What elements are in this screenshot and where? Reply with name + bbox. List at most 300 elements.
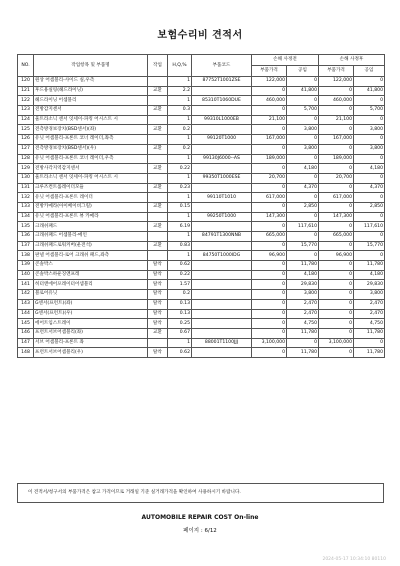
table-row: [18, 144, 385, 154]
cell-item-name: 크래쉬패드 어셈블리-메인: [34, 232, 148, 242]
cell-part-code: [192, 299, 252, 309]
cell-labor-before: 11,780: [287, 328, 319, 338]
table-row: [18, 299, 385, 309]
table-row: [18, 328, 385, 338]
table-row: [18, 86, 385, 96]
cell-hq: 0.62: [168, 261, 192, 271]
cell-part-code: [192, 106, 252, 116]
footer-title: AUTOMOBILE REPAIR COST On-line: [141, 514, 259, 521]
cell-hq: 0.2: [168, 290, 192, 300]
cell-labor-before: 3,800: [287, 290, 319, 300]
cell-labor-before: 0: [287, 251, 319, 261]
table-row: [18, 348, 385, 358]
cell-labor-after: 11,780: [354, 328, 385, 338]
cell-no: 136: [18, 232, 34, 242]
cell-labor-before: 0: [287, 96, 319, 106]
cell-work: [148, 173, 168, 183]
cell-labor-after: 3,800: [354, 290, 385, 300]
cell-labor-before: 3,800: [287, 125, 319, 135]
cell-part-code: [192, 319, 252, 329]
cell-work: [148, 338, 168, 348]
cell-labor-before: 117,610: [287, 222, 319, 232]
cell-parts-price-after: 20,700: [319, 173, 354, 183]
cell-labor-after: 0: [354, 173, 385, 183]
cell-labor-before: 4,180: [287, 270, 319, 280]
cell-hq: 1: [168, 212, 192, 222]
header-labor-before: 공임: [287, 66, 319, 77]
table-row: [18, 261, 385, 271]
cell-parts-price-after: 0: [319, 270, 354, 280]
cell-labor-before: 15,770: [287, 241, 319, 251]
cell-no: 135: [18, 222, 34, 232]
table-row: [18, 232, 385, 242]
table-row: [18, 290, 385, 300]
cell-work: [148, 232, 168, 242]
cell-part-code: 87752T1001ZSE: [192, 77, 252, 87]
cell-part-code: [192, 86, 252, 96]
cell-labor-before: 4,750: [287, 319, 319, 329]
cell-no: 120: [18, 77, 34, 87]
cell-parts-price-after: 0: [319, 319, 354, 329]
cell-hq: 1.57: [168, 280, 192, 290]
cell-hq: 1: [168, 96, 192, 106]
cell-parts-price-before: 189,000: [252, 154, 287, 164]
cell-parts-price-after: 167,000: [319, 135, 354, 145]
cell-parts-price-after: 0: [319, 309, 354, 319]
cell-parts-price-after: 0: [319, 202, 354, 212]
table-row: [18, 319, 385, 329]
header-after-adjust: 손해 사정후: [319, 55, 385, 66]
cell-parts-price-before: 0: [252, 299, 287, 309]
table-row: [18, 96, 385, 106]
header-labor-after: 공임: [354, 66, 385, 77]
cell-work: [148, 115, 168, 125]
cell-item-name: 프런트서브어셈블리(좌): [34, 328, 148, 338]
cell-item-name: 전방사각지역감지센서: [34, 164, 148, 174]
document-title: 보험수리비 견적서: [157, 30, 243, 41]
cell-parts-price-after: 21,100: [319, 115, 354, 125]
table-row: [18, 241, 385, 251]
table-row: [18, 183, 385, 193]
table-row: [18, 77, 385, 87]
cell-parts-price-after: 189,000: [319, 154, 354, 164]
cell-part-code: [192, 241, 252, 251]
cell-hq: 2.2: [168, 86, 192, 96]
cell-labor-after: 3,800: [354, 144, 385, 154]
cell-item-name: 크래쉬패드: [34, 222, 148, 232]
header-parts-price-after: 부품가격: [319, 66, 354, 77]
cell-item-name: 유닛 어셈블리-프론트 코너 레이더,우측: [34, 154, 148, 164]
cell-parts-price-before: 460,000: [252, 96, 287, 106]
cell-hq: 1: [168, 154, 192, 164]
cell-work: [148, 77, 168, 87]
cell-part-code: 88001T1100JJJ: [192, 338, 252, 348]
cell-no: 143: [18, 299, 34, 309]
cell-parts-price-before: 0: [252, 309, 287, 319]
cell-parts-price-before: 0: [252, 319, 287, 329]
table-row: [18, 135, 385, 145]
cell-work: [148, 193, 168, 203]
table-row: [18, 309, 385, 319]
cell-no: 146: [18, 328, 34, 338]
cell-hq: 1: [168, 338, 192, 348]
cell-item-name: 전방카메라(아이베이비그릴): [34, 202, 148, 212]
cell-hq: 0.67: [168, 328, 192, 338]
cell-hq: 1: [168, 135, 192, 145]
cell-no: 144: [18, 309, 34, 319]
cell-parts-price-before: 0: [252, 241, 287, 251]
cell-item-name: 울트라소닉 센서 잇세이-파킹 어시스트 시: [34, 173, 148, 183]
cell-hq: 0.25: [168, 319, 192, 329]
cell-hq: 1: [168, 251, 192, 261]
header-work: 작업: [148, 55, 168, 77]
cell-item-name: 전측방경보장치(BSD센서)(우): [34, 144, 148, 154]
cell-hq: 1: [168, 232, 192, 242]
cell-item-name: 전방감지센서: [34, 106, 148, 116]
cell-work: [148, 96, 168, 106]
cell-no: 128: [18, 154, 34, 164]
cell-parts-price-before: 0: [252, 290, 287, 300]
table-row: [18, 173, 385, 183]
cell-parts-price-after: 0: [319, 144, 354, 154]
cell-parts-price-before: 0: [252, 86, 287, 96]
cell-parts-price-after: 0: [319, 280, 354, 290]
cell-part-code: 84791T1300NNB: [192, 232, 252, 242]
cell-labor-before: 0: [287, 173, 319, 183]
cell-item-name: G센서(프런트)(좌): [34, 299, 148, 309]
price-notice: 이 견적서/청구서의 부품가격은 참고 가격이므로 거래일 기준 실거래가격을 확인하여 사용하시기 바랍니다.: [17, 483, 384, 503]
cell-part-code: 84750T1000IDG: [192, 251, 252, 261]
cell-parts-price-after: 0: [319, 164, 354, 174]
cell-hq: 1: [168, 77, 192, 87]
cell-labor-after: 29,830: [354, 280, 385, 290]
table-row: [18, 125, 385, 135]
cell-no: 140: [18, 270, 34, 280]
estimate-rows: [18, 77, 385, 358]
cell-parts-price-before: 0: [252, 164, 287, 174]
table-row: [18, 212, 385, 222]
cell-work: 탈착: [148, 290, 168, 300]
header-before-adjust: 손해 사정전: [252, 55, 319, 66]
cell-item-name: 유닛 어셈블리-프론트 코너 레이더,좌측: [34, 135, 148, 145]
cell-no: 122: [18, 96, 34, 106]
cell-parts-price-after: 0: [319, 299, 354, 309]
cell-parts-price-after: 0: [319, 106, 354, 116]
cell-labor-before: 11,780: [287, 348, 319, 358]
cell-work: 교환: [148, 222, 168, 232]
cell-work: [148, 135, 168, 145]
table-row: [18, 115, 385, 125]
cell-no: 133: [18, 202, 34, 212]
cell-parts-price-before: 167,000: [252, 135, 287, 145]
page-indicator: 페이지 : 6/12: [183, 528, 217, 534]
cell-labor-after: 0: [354, 115, 385, 125]
table-row: [18, 202, 385, 212]
cell-work: [148, 251, 168, 261]
cell-no: 148: [18, 348, 34, 358]
cell-labor-after: 0: [354, 154, 385, 164]
cell-labor-before: 0: [287, 193, 319, 203]
cell-parts-price-after: 617,000: [319, 193, 354, 203]
cell-parts-price-after: 0: [319, 290, 354, 300]
cell-hq: 0.22: [168, 164, 192, 174]
cell-parts-price-before: 0: [252, 125, 287, 135]
cell-labor-before: 29,830: [287, 280, 319, 290]
cell-no: 121: [18, 86, 34, 96]
cell-labor-after: 3,800: [354, 125, 385, 135]
cell-item-name: 유닛 어셈블리-프론트 레이더: [34, 193, 148, 203]
cell-parts-price-before: 0: [252, 328, 287, 338]
cell-hq: 0.62: [168, 348, 192, 358]
cell-work: 교환: [148, 125, 168, 135]
cell-work: 교환: [148, 106, 168, 116]
cell-item-name: 전측방경보장치(BSD센서)(좌): [34, 125, 148, 135]
cell-part-code: [192, 270, 252, 280]
header-part-code: 부품코드: [192, 55, 252, 77]
cell-labor-after: 11,780: [354, 261, 385, 271]
cell-hq: 0.23: [168, 183, 192, 193]
cell-work: 교환: [148, 202, 168, 212]
cell-part-code: 85310T1060DUE: [192, 96, 252, 106]
cell-part-code: 99120T1000: [192, 135, 252, 145]
cell-parts-price-after: 0: [319, 86, 354, 96]
cell-parts-price-before: 0: [252, 202, 287, 212]
cell-labor-before: 0: [287, 154, 319, 164]
cell-part-code: [192, 280, 252, 290]
cell-part-code: [192, 202, 252, 212]
header-parts-price-before: 부품가격: [252, 66, 287, 77]
cell-hq: 0.13: [168, 309, 192, 319]
cell-parts-price-before: 122,000: [252, 77, 287, 87]
cell-no: 132: [18, 193, 34, 203]
cell-parts-price-before: 21,100: [252, 115, 287, 125]
cell-labor-after: 0: [354, 96, 385, 106]
cell-parts-price-after: 96,900: [319, 251, 354, 261]
cell-part-code: [192, 261, 252, 271]
cell-labor-before: 11,780: [287, 261, 319, 271]
cell-part-code: 99250T1000: [192, 212, 252, 222]
cell-no: 138: [18, 251, 34, 261]
cell-no: 134: [18, 212, 34, 222]
cell-item-name: 서브 어셈블리-프론트 좌: [34, 338, 148, 348]
header-no: NO.: [18, 55, 34, 77]
cell-hq: 0.22: [168, 270, 192, 280]
table-row: [18, 106, 385, 116]
cell-labor-after: 4,370: [354, 183, 385, 193]
cell-labor-after: 2,470: [354, 299, 385, 309]
cell-parts-price-before: 0: [252, 222, 287, 232]
cell-work: 탈착: [148, 261, 168, 271]
cell-no: 124: [18, 115, 34, 125]
cell-labor-after: 4,180: [354, 164, 385, 174]
cell-no: 142: [18, 290, 34, 300]
cell-item-name: 헤드라이닝 어셈블리: [34, 96, 148, 106]
cell-labor-after: 0: [354, 251, 385, 261]
cell-labor-before: 0: [287, 135, 319, 145]
header-work-parts: 작업항목 및 부품명: [34, 55, 148, 77]
cell-parts-price-after: 0: [319, 328, 354, 338]
cell-part-code: 99310L1000EB: [192, 115, 252, 125]
table-row: [18, 251, 385, 261]
cell-item-name: 크래쉬패드로워커버(운전석): [34, 241, 148, 251]
cell-parts-price-before: 3,100,000: [252, 338, 287, 348]
cell-no: 127: [18, 144, 34, 154]
cell-item-name: 유닛 어셈블리-프론트 뷰 카메라: [34, 212, 148, 222]
table-row: [18, 338, 385, 348]
cell-parts-price-before: 0: [252, 348, 287, 358]
table-row: [18, 280, 385, 290]
cell-labor-after: 0: [354, 135, 385, 145]
table-row: [18, 164, 385, 174]
cell-item-name: G센서(프런트)(우): [34, 309, 148, 319]
cell-work: 탈착: [148, 309, 168, 319]
cell-labor-before: 2,470: [287, 309, 319, 319]
cell-labor-before: 41,800: [287, 86, 319, 96]
cell-labor-before: 2,470: [287, 299, 319, 309]
cell-item-name: 후드용실링(헤드라이닝): [34, 86, 148, 96]
cell-item-name: 블로어유닛: [34, 290, 148, 300]
cell-hq: 0.13: [168, 299, 192, 309]
cell-part-code: [192, 222, 252, 232]
cell-parts-price-before: 617,000: [252, 193, 287, 203]
cell-hq: 0.83: [168, 241, 192, 251]
cell-parts-price-before: 0: [252, 144, 287, 154]
cell-labor-after: 41,800: [354, 86, 385, 96]
cell-labor-before: 0: [287, 338, 319, 348]
cell-hq: 0.2: [168, 144, 192, 154]
cell-work: 교환: [148, 328, 168, 338]
cell-work: 교환: [148, 144, 168, 154]
cell-no: 137: [18, 241, 34, 251]
cell-labor-after: 0: [354, 338, 385, 348]
cell-parts-price-after: 665,000: [319, 232, 354, 242]
cell-part-code: 99110T1010: [192, 193, 252, 203]
table-row: [18, 270, 385, 280]
cell-labor-before: 2,850: [287, 202, 319, 212]
cell-parts-price-before: 0: [252, 183, 287, 193]
cell-no: 130: [18, 173, 34, 183]
cell-item-name: 프런트서브어셈블리(우): [34, 348, 148, 358]
header-hq: H,Q,%: [168, 55, 192, 77]
cell-part-code: 99130J6000--AS: [192, 154, 252, 164]
print-timestamp: 2024-05-17 10:34:10 80110: [322, 557, 386, 562]
cell-parts-price-before: 665,000: [252, 232, 287, 242]
cell-work: 교환: [148, 86, 168, 96]
cell-parts-price-before: 20,700: [252, 173, 287, 183]
cell-hq: 1: [168, 193, 192, 203]
cell-parts-price-after: 122,000: [319, 77, 354, 87]
cell-parts-price-before: 147,300: [252, 212, 287, 222]
cell-item-name: 히터앤에어포레이터어셈블리: [34, 280, 148, 290]
cell-hq: 0.3: [168, 106, 192, 116]
cell-part-code: [192, 328, 252, 338]
cell-part-code: [192, 309, 252, 319]
cell-part-code: [192, 125, 252, 135]
cell-hq: 1: [168, 173, 192, 183]
cell-labor-after: 0: [354, 232, 385, 242]
cell-work: 교환: [148, 241, 168, 251]
cell-labor-after: 4,180: [354, 270, 385, 280]
cell-item-name: 크루즈컨트롤레이더모듈: [34, 183, 148, 193]
cell-no: 129: [18, 164, 34, 174]
cell-work: 교환: [148, 164, 168, 174]
cell-labor-before: 0: [287, 232, 319, 242]
cell-parts-price-before: 0: [252, 261, 287, 271]
cell-parts-price-before: 96,900: [252, 251, 287, 261]
cell-labor-before: 0: [287, 212, 319, 222]
cell-part-code: [192, 144, 252, 154]
cell-part-code: 99350T1000ESE: [192, 173, 252, 183]
cell-labor-after: 117,610: [354, 222, 385, 232]
cell-labor-after: 0: [354, 212, 385, 222]
cell-parts-price-before: 0: [252, 106, 287, 116]
cell-hq: 1: [168, 115, 192, 125]
cell-item-name: 울트라소닉 센서 잇세이-파킹 어시스트 시: [34, 115, 148, 125]
cell-labor-before: 0: [287, 115, 319, 125]
cell-no: 131: [18, 183, 34, 193]
cell-parts-price-after: 147,300: [319, 212, 354, 222]
cell-part-code: [192, 348, 252, 358]
cell-item-name: 판넬 어셈블리-로어 크래쉬 패드,좌측: [34, 251, 148, 261]
cell-item-name: 에어트임스트레이: [34, 319, 148, 329]
cell-labor-after: 0: [354, 193, 385, 203]
cell-parts-price-after: 0: [319, 241, 354, 251]
cell-labor-before: 5,700: [287, 106, 319, 116]
table-row: [18, 222, 385, 232]
cell-work: 탈착: [148, 270, 168, 280]
cell-part-code: [192, 290, 252, 300]
cell-work: 탈착: [148, 319, 168, 329]
cell-item-name: 원상 어셈블리-사이드 실,우측: [34, 77, 148, 87]
cell-parts-price-after: 0: [319, 183, 354, 193]
cell-parts-price-after: 0: [319, 348, 354, 358]
cell-labor-before: 4,180: [287, 164, 319, 174]
cell-part-code: [192, 164, 252, 174]
cell-no: 147: [18, 338, 34, 348]
cell-hq: 0.2: [168, 125, 192, 135]
cell-no: 141: [18, 280, 34, 290]
cell-item-name: 콘솔박스: [34, 261, 148, 271]
cell-labor-before: 4,370: [287, 183, 319, 193]
cell-labor-after: 4,750: [354, 319, 385, 329]
cell-parts-price-before: 0: [252, 270, 287, 280]
cell-work: [148, 212, 168, 222]
cell-no: 126: [18, 135, 34, 145]
cell-work: 탈착: [148, 299, 168, 309]
table-row: [18, 154, 385, 164]
cell-labor-after: 11,780: [354, 348, 385, 358]
cell-no: 145: [18, 319, 34, 329]
cell-parts-price-after: 0: [319, 125, 354, 135]
cell-hq: 0.15: [168, 202, 192, 212]
cell-no: 125: [18, 125, 34, 135]
cell-no: 139: [18, 261, 34, 271]
cell-parts-price-before: 0: [252, 280, 287, 290]
cell-labor-before: 3,800: [287, 144, 319, 154]
cell-hq: 6.19: [168, 222, 192, 232]
table-row: [18, 193, 385, 203]
cell-work: 교환: [148, 183, 168, 193]
cell-parts-price-after: 0: [319, 261, 354, 271]
cell-parts-price-after: 3,100,000: [319, 338, 354, 348]
cell-labor-after: 2,470: [354, 309, 385, 319]
cell-part-code: [192, 183, 252, 193]
estimate-table: [17, 54, 385, 358]
cell-work: 탈착: [148, 348, 168, 358]
cell-item-name: 콘솔박스하운징앤프레: [34, 270, 148, 280]
cell-labor-after: 5,700: [354, 106, 385, 116]
cell-labor-before: 0: [287, 77, 319, 87]
